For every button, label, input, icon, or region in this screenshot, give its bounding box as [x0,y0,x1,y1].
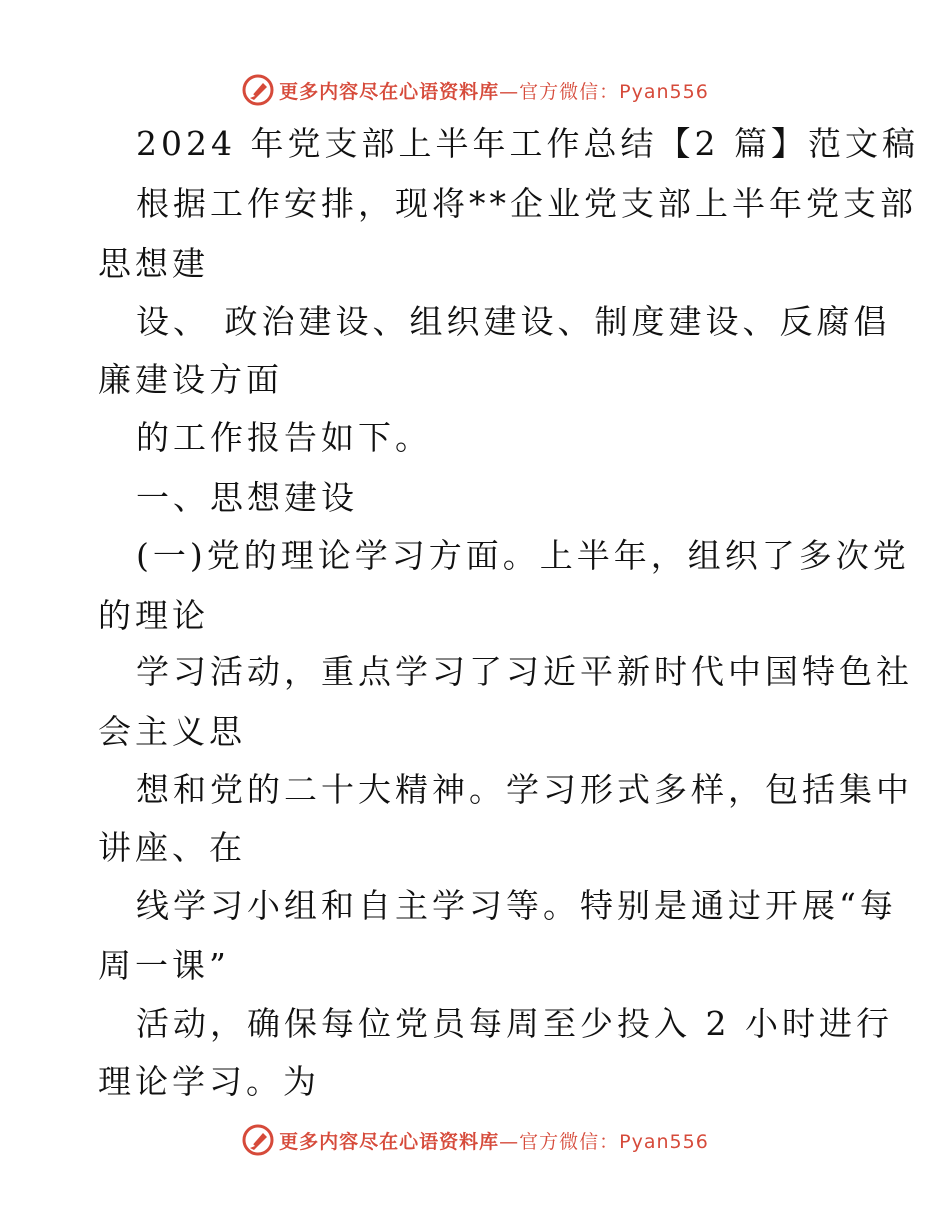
paragraph-line: 学习活动，重点学习了习近平新时代中国特色社 [136,652,913,691]
paragraph-line: (一)党的理论学习方面。上半年，组织了多次党 [136,536,910,575]
paragraph-line: 想和党的二十大精神。学习形式多样，包括集中 [136,770,913,809]
paragraph-line: 思想建 [98,244,209,283]
paragraph-line: 周一课” [98,946,230,985]
document-title: 2024 年党支部上半年工作总结【2 篇】范文稿 [136,124,919,163]
paragraph-line: 的工作报告如下。 [136,418,432,457]
paragraph-line: 根据工作安排，现将**企业党支部上半年党支部 [136,184,917,223]
paragraph-line: 线学习小组和自主学习等。特别是通过开展“每 [136,886,897,925]
header-watermark-banner [0,70,950,110]
paragraph-line: 会主义思 [98,712,246,751]
pen-logo-icon [241,1123,275,1157]
paragraph-line: 理论学习。为 [98,1062,320,1101]
watermark-text: 更多内容尽在心语资料库—官方微信：Pyan556 [279,80,709,103]
watermark-text: 更多内容尽在心语资料库—官方微信：Pyan556 [279,1130,709,1153]
paragraph-line: 的理论 [98,596,209,635]
paragraph-line: 活动，确保每位党员每周至少投入 2 小时进行 [136,1004,893,1043]
section-heading: 一、思想建设 [136,478,358,517]
paragraph-line: 讲座、在 [98,828,246,867]
paragraph-line: 廉建设方面 [98,360,283,399]
footer-watermark-banner [0,1120,950,1160]
paragraph-line: 设、 政治建设、组织建设、制度建设、反腐倡 [136,302,891,341]
pen-logo-icon [241,73,275,107]
